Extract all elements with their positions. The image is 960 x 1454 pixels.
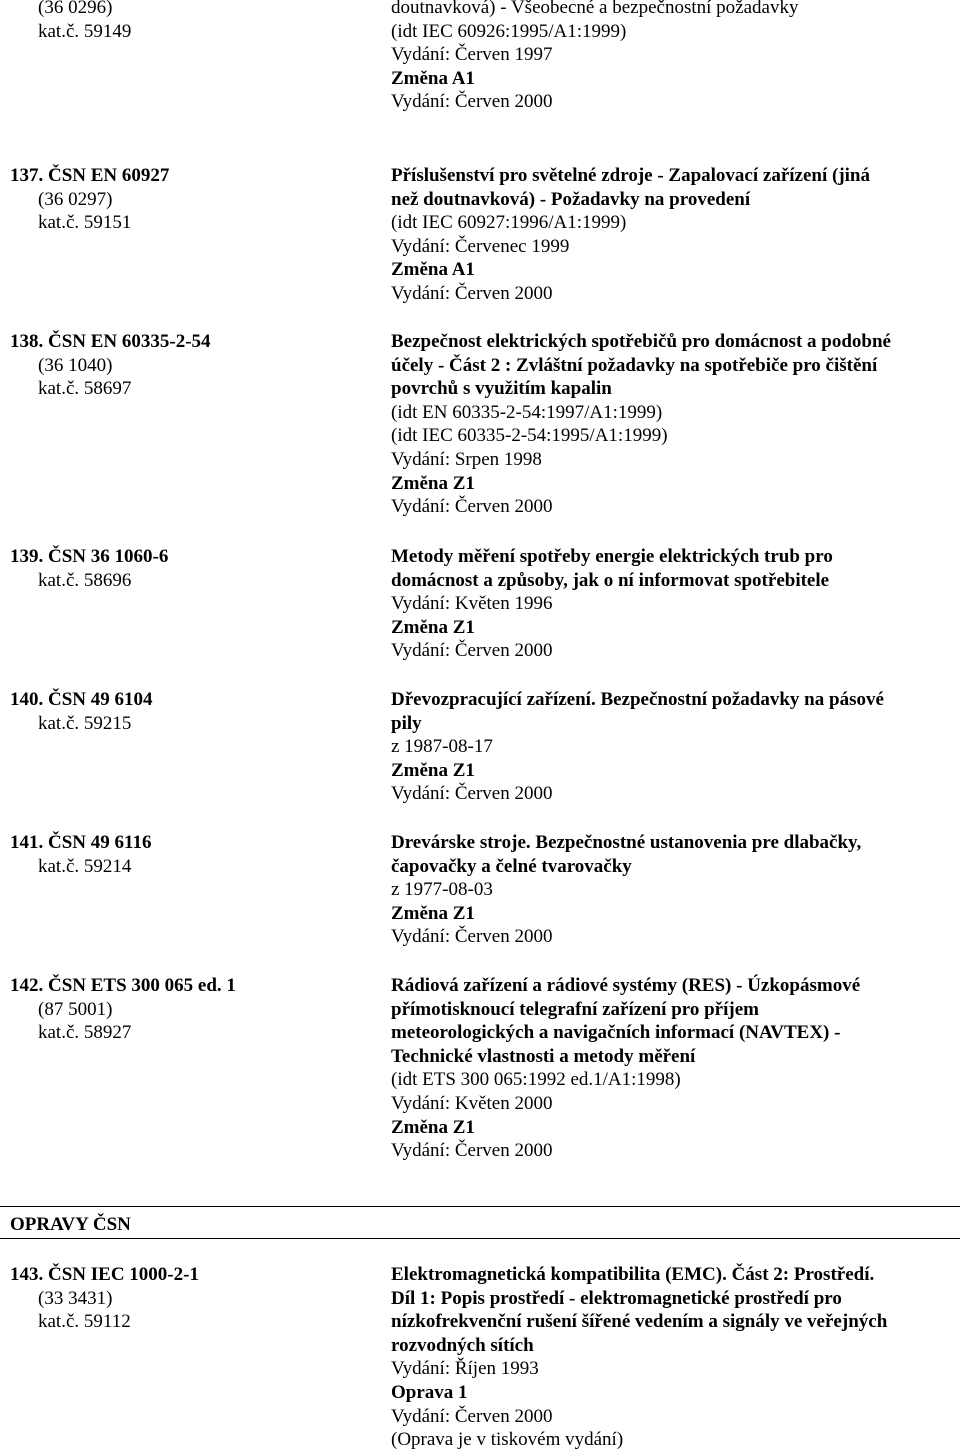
title-line: Bezpečnost elektrických spotřebičů pro domácnost a podobné: [391, 331, 891, 352]
correction-date: Vydání: Červen 2000: [391, 1405, 553, 1427]
issue-date: z 1977-08-03: [391, 879, 493, 901]
class-number: (33 3431): [38, 1287, 113, 1309]
entry-details: [391, 0, 951, 114]
correction-label: Oprava 1: [391, 1381, 468, 1403]
amendment-label: Změna Z1: [391, 902, 475, 924]
title-line: Dřevozpracující zařízení. Bezpečnostní požadavky na pásové: [391, 689, 884, 710]
amendment-date: Vydání: Červen 2000: [391, 640, 553, 662]
idt-line: (idt EN 60335-2-54:1997/A1:1999): [391, 401, 663, 423]
issue-date: Vydání: Srpen 1998: [391, 448, 542, 470]
entry-details: [391, 831, 951, 949]
entry-details: [391, 1263, 951, 1452]
idt-line: (idt ETS 300 065:1992 ed.1/A1:1998): [391, 1069, 681, 1091]
entry-details: [391, 330, 951, 519]
title-line: Díl 1: Popis prostředí - elektromagnetické prostředí pro: [391, 1287, 842, 1309]
standard-number: 138. ČSN EN 60335-2-54: [10, 331, 211, 352]
catalog-number: kat.č. 59214: [38, 855, 132, 877]
title-line: pily: [391, 712, 422, 734]
amendment-date: Vydání: Červen 2000: [391, 282, 553, 304]
title-line: meteorologických a navigačních informací (NAVTEX) -: [391, 1022, 841, 1044]
title-line: Technické vlastnosti a metody měření: [391, 1045, 696, 1067]
class-number: (36 0296): [38, 0, 113, 18]
title-line: nízkofrekvenční rušení šířené vedením a signály ve veřejných: [391, 1311, 888, 1333]
entry-identifiers: [10, 974, 380, 1045]
catalog-number: kat.č. 58927: [38, 1022, 132, 1044]
catalog-number: kat.č. 58697: [38, 378, 132, 400]
entry-details: [391, 974, 951, 1163]
title-line: povrchů s využitím kapalin: [391, 378, 612, 400]
amendment-label: Změna Z1: [391, 1116, 475, 1138]
title-line: Drevárske stroje. Bezpečnostné ustanovenia pre dlabačky,: [391, 832, 862, 853]
catalog-number: kat.č. 59149: [38, 20, 132, 42]
section-title: OPRAVY ČSN: [10, 1214, 131, 1235]
section-header: [0, 1213, 960, 1241]
amendment-date: Vydání: Červen 2000: [391, 1140, 553, 1162]
standard-number: 143. ČSN IEC 1000-2-1: [10, 1264, 199, 1285]
standard-number: 142. ČSN ETS 300 065 ed. 1: [10, 975, 236, 996]
title-line: čapovačky a čelné tvarovačky: [391, 855, 632, 877]
title-line: doutnavková) - Všeobecné a bezpečnostní požadavky: [391, 0, 799, 18]
title-line: než doutnavková) - Požadavky na provedení: [391, 188, 751, 210]
title-line: Elektromagnetická kompatibilita (EMC). Část 2: Prostředí.: [391, 1264, 875, 1285]
entry-identifiers: [10, 1263, 380, 1334]
amendment-label: Změna A1: [391, 67, 475, 89]
amendment-label: Změna Z1: [391, 472, 475, 494]
amendment-label: Změna Z1: [391, 759, 475, 781]
catalog-number: kat.č. 59151: [38, 212, 132, 234]
title-line: Příslušenství pro světelné zdroje - Zapalovací zařízení (jiná: [391, 165, 870, 186]
issue-date: Vydání: Květen 1996: [391, 593, 553, 615]
title-line: Rádiová zařízení a rádiové systémy (RES) - Úzkopásmové: [391, 975, 861, 996]
catalog-number: kat.č. 58696: [38, 569, 132, 591]
class-number: (36 0297): [38, 188, 113, 210]
idt-line: (idt IEC 60335-2-54:1995/A1:1999): [391, 425, 668, 447]
standard-number: 141. ČSN 49 6116: [10, 832, 152, 853]
amendment-date: Vydání: Červen 2000: [391, 496, 553, 518]
entry-identifiers: [10, 831, 380, 878]
entry-identifiers: [10, 688, 380, 735]
entry-identifiers: [10, 545, 380, 592]
entry-details: [391, 545, 951, 663]
title-line: přímotisknoucí telegrafní zařízení pro příjem: [391, 998, 759, 1020]
catalog-number: kat.č. 59215: [38, 712, 132, 734]
title-line: Metody měření spotřeby energie elektrických trub pro: [391, 546, 833, 567]
issue-date: Vydání: Květen 2000: [391, 1092, 553, 1114]
amendment-label: Změna A1: [391, 259, 475, 281]
class-number: (36 1040): [38, 354, 113, 376]
class-number: (87 5001): [38, 998, 113, 1020]
section-divider-bottom: [0, 1238, 960, 1239]
title-line: rozvodných sítích: [391, 1334, 534, 1356]
section-divider-top: [0, 1206, 960, 1207]
entry-identifiers: [10, 164, 380, 235]
standard-number: 140. ČSN 49 6104: [10, 689, 153, 710]
idt-line: (idt IEC 60926:1995/A1:1999): [391, 20, 627, 42]
entry-identifiers: [10, 330, 380, 401]
entry-identifiers: [10, 0, 380, 43]
standard-number: 137. ČSN EN 60927: [10, 165, 170, 186]
issue-date: Vydání: Říjen 1993: [391, 1358, 539, 1380]
issue-date: Vydání: Červenec 1999: [391, 235, 570, 257]
entry-details: [391, 688, 951, 806]
entry-details: [391, 164, 951, 306]
title-line: účely - Část 2 : Zvláštní požadavky na spotřebiče pro čištění: [391, 354, 878, 376]
issue-date: z 1987-08-17: [391, 736, 493, 758]
amendment-label: Změna Z1: [391, 616, 475, 638]
issue-date: Vydání: Červen 1997: [391, 44, 553, 66]
amendment-date: Vydání: Červen 2000: [391, 783, 553, 805]
correction-note: (Oprava je v tiskovém vydání): [391, 1429, 624, 1451]
title-line: domácnost a způsoby, jak o ní informovat spotřebitele: [391, 569, 830, 591]
idt-line: (idt IEC 60927:1996/A1:1999): [391, 212, 627, 234]
amendment-date: Vydání: Červen 2000: [391, 926, 553, 948]
catalog-number: kat.č. 59112: [38, 1311, 131, 1333]
amendment-date: Vydání: Červen 2000: [391, 91, 553, 113]
standard-number: 139. ČSN 36 1060-6: [10, 546, 169, 567]
